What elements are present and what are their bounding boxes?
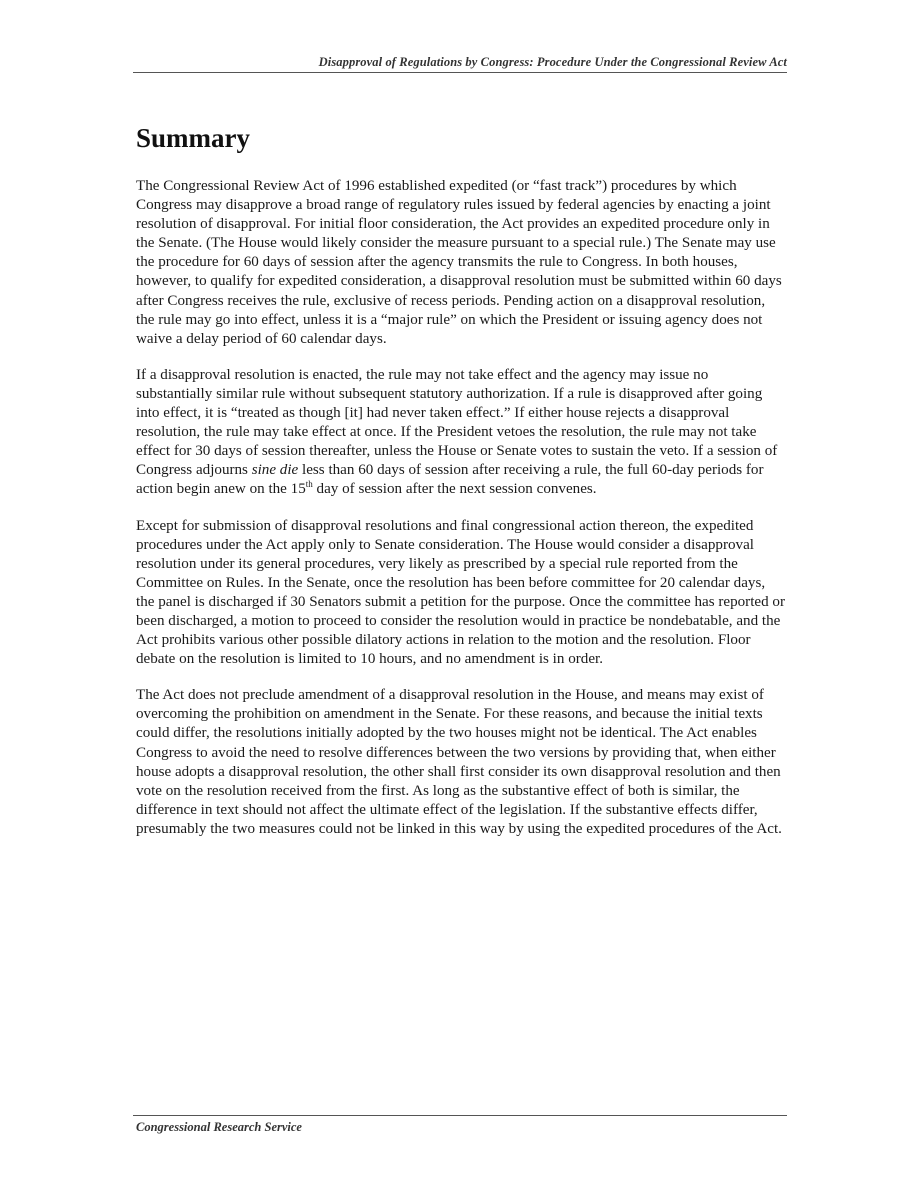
running-header: Disapproval of Regulations by Congress: Procedure Under the Congressional Review Act — [318, 55, 787, 69]
paragraph-1: The Congressional Review Act of 1996 established expedited (or “fast track”) procedures by which Congress may disapprove a broad range of regulatory rules issued by federal agencies by enacting a joint resolution of disapproval. For initial floor consideration, the Act provides an expedited procedure only in the Senate. (The House would likely consider the measure pursuant to a special rule.) The Senate may use the procedure for 60 days of session after the agency transmits the rule to Congress. In both houses, however, to qualify for expedited consideration, a disapproval resolution must be submitted within 60 days after Congress receives the rule, exclusive of recess periods. Pending action on a disapproval resolution, the rule may go into effect, unless it is a “major rule” on which the President or issuing agency does not waive a delay period of 60 calendar days. — [136, 178, 782, 347]
summary-body — [136, 177, 786, 856]
paragraph-2-text-c: day of session after the next session convenes. — [312, 481, 597, 498]
paragraph-2-text-b: less than 60 days of session after receiving a rule, the full 60-day periods for action begin anew on the 15 — [136, 462, 764, 498]
paragraph-2-ordinal-suffix: th — [305, 479, 313, 490]
paragraph-2-text-a: If a disapproval resolution is enacted, the rule may not take effect and the agency may issue no substantially similar rule without subsequent statutory authorization. If a rule is disapproved after going into effect, it is “treated as though [it] had never taken effect.” If either house rejects a disapproval resolution, the rule may take effect at once. If the President vetoes the resolution, the rule may not take effect for 30 days of session thereafter, unless the House or Senate votes to sustain the veto. If a session of Congress adjourns — [136, 366, 778, 479]
paragraph-3: Except for submission of disapproval resolutions and final congressional action thereon, the expedited procedures under the Act apply only to Senate consideration. The House would consider a disapproval resolution under its general procedures, very likely as prescribed by a special rule reported from the Committee on Rules. In the Senate, once the resolution has been before committee for 20 calendar days, the panel is discharged if 30 Senators submit a petition for the purpose. Once the committee has reported or been discharged, a motion to proceed to consider the resolution would in practice be nondebatable, and the Act prohibits various other possible dilatory actions in relation to the motion and the resolution. Floor debate on the resolution is limited to 10 hours, and no amendment is in order. — [136, 517, 785, 668]
footer-rule — [133, 1115, 787, 1116]
header-rule — [133, 72, 787, 73]
section-title: Summary — [136, 123, 250, 153]
paragraph-2 — [136, 366, 786, 500]
running-footer: Congressional Research Service — [136, 1120, 302, 1134]
paragraph-2-italic-term: sine die — [251, 462, 299, 479]
paragraph-4: The Act does not preclude amendment of a disapproval resolution in the House, and means may exist of overcoming the prohibition on amendment in the Senate. For these reasons, and because the initial texts could differ, the resolutions initially adopted by the two houses might not be identical. The Act enables Congress to avoid the need to resolve differences between the two versions by providing that, when either house adopts a disapproval resolution, the other shall first consider its own disapproval resolution and then vote on the resolution received from the first. As long as the substantive effect of both is similar, the difference in text should not affect the ultimate effect of the legislation. If the substantive effects differ, presumably the two measures could not be linked in this way by using the expedited procedures of the Act. — [136, 687, 782, 837]
